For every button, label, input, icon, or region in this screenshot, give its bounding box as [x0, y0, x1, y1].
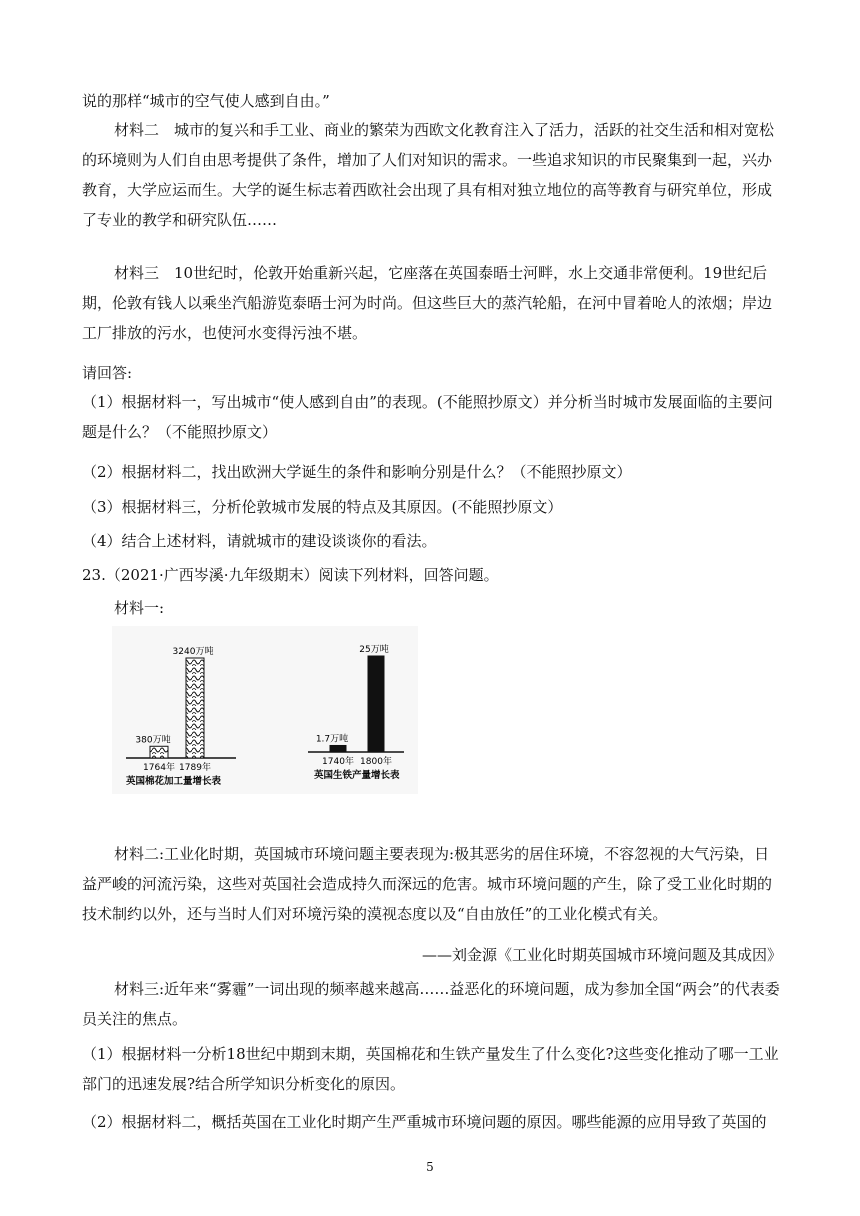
- data-label: 1.7万吨: [315, 734, 349, 745]
- question-4: （4）结合上述材料，请就城市的建设谈谈你的看法。: [82, 532, 437, 550]
- bar: [150, 746, 168, 758]
- source-citation: ——刘金源《工业化时期英国城市环境问题及其成因》: [421, 946, 782, 964]
- iron-chart: [308, 643, 404, 781]
- tick-label: 1764年: [143, 763, 175, 773]
- question-23-header: 23.（2021·广西岑溪·九年级期末）阅读下列材料，回答问题。: [82, 566, 499, 584]
- material-three-paragraph-b: 材料三:近年来“雾霾”一词出现的频率越来越高……益恶化的环境问题，成为参加全国“两会”的代表委员关注的焦点。: [82, 980, 780, 1028]
- question-2b: （2）根据材料二，概括英国在工业化时期产生严重城市环境问题的原因。哪些能源的应用导致了英国的: [82, 1113, 767, 1131]
- material-two-paragraph-b: 材料二:工业化时期，英国城市环境问题主要表现为:极其恶劣的居住环境，不容忽视的大气污染，日益严峻的河流污染，这些对英国社会造成持久而深远的危害。城市环境问题的产生，除了受工业化时期的技术制约以外，还与当时人们对环境污染的漠视态度以及“自由放任”的工业化模式有关。: [82, 845, 773, 923]
- text-line: 说的那样“城市的空气使人感到自由。”: [82, 92, 330, 110]
- data-label: 25万吨: [359, 645, 389, 655]
- tick-label: 1800年: [360, 757, 392, 767]
- material-one-figure: [112, 626, 418, 794]
- bar: [330, 745, 346, 752]
- question-1: （1）根据材料一，写出城市“使人感到自由”的表现。(不能照抄原文）并分析当时城市发展面临的主要问题是什么？（不能照抄原文）: [82, 393, 773, 441]
- data-label: 380万吨: [135, 735, 171, 746]
- bar-charts: [112, 626, 418, 794]
- tick-label: 1789年: [179, 763, 211, 773]
- material-two-paragraph: 材料二 城市的复兴和手工业、商业的繁荣为西欧文化教育注入了活力，活跃的社交生活和相对宽松的环境则为人们自由思考提供了条件，增加了人们对知识的需求。一些追求知识的市民聚集到一起，兴办教育，大学应运而生。大学的诞生标志着西欧社会出现了具有相对独立地位的高等教育与研究单位，形成了专业的教学和研究队伍……: [82, 121, 775, 229]
- chart-title: 英国生铁产量增长表: [314, 770, 400, 781]
- bar: [368, 656, 384, 752]
- data-label: 3240万吨: [172, 647, 214, 657]
- question-2: （2）根据材料二，找出欧洲大学诞生的条件和影响分别是什么？（不能照抄原文）: [82, 463, 632, 481]
- question-3: （3）根据材料三，分析伦敦城市发展的特点及其原因。(不能照抄原文）: [82, 498, 563, 516]
- material-three-paragraph: 材料三 10世纪时，伦敦开始重新兴起，它座落在英国泰晤士河畔，水上交通非常便利。19世纪后期，伦敦有钱人以乘坐汽船游览泰晤士河为时尚。但这些巨大的蒸汽轮船，在河中冒着呛人的浓烟；岸边工厂排放的污水，也使河水变得污浊不堪。: [82, 264, 773, 342]
- bar: [186, 658, 204, 758]
- tick-label: 1740年: [322, 757, 354, 767]
- chart-title: 英国棉花加工量增长表: [126, 776, 222, 787]
- page-number: 5: [426, 1160, 434, 1174]
- prompt-line: 请回答:: [82, 364, 133, 382]
- question-1b: （1）根据材料一分析18世纪中期到末期，英国棉花和生铁产量发生了什么变化?这些变化推动了哪一工业部门的迅速发展?结合所学知识分析变化的原因。: [82, 1045, 779, 1093]
- cotton-chart: [126, 645, 236, 787]
- material-one-label: 材料一:: [114, 599, 165, 617]
